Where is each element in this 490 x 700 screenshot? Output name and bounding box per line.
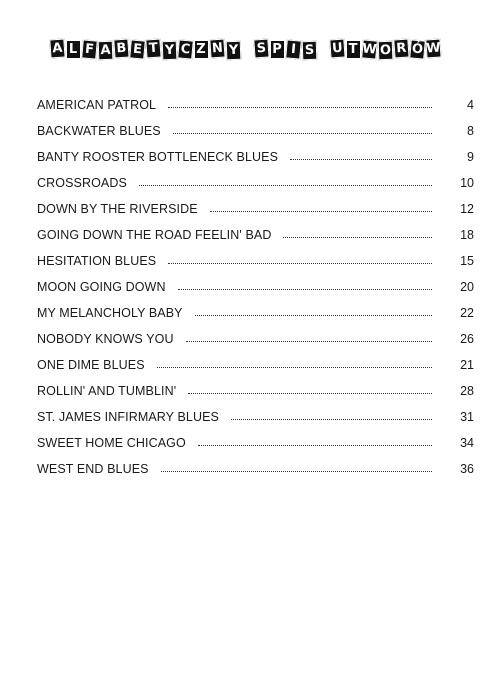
toc-entry-title: MOON GOING DOWN (37, 280, 166, 294)
title-letter-tile: U (329, 39, 345, 59)
title-letter-tile: T (145, 39, 161, 59)
title-letter-tile: S (253, 39, 269, 59)
toc-entry[interactable] (37, 196, 474, 222)
title-container (0, 40, 490, 59)
toc-entry[interactable] (37, 222, 474, 248)
toc-entry[interactable] (37, 144, 474, 170)
toc-entry-page: 36 (460, 462, 474, 476)
toc-leader (188, 393, 432, 394)
toc-entry-page: 20 (460, 280, 474, 294)
toc-leader (210, 211, 432, 212)
toc-leader (139, 185, 432, 186)
title-letter-tile: N (209, 39, 225, 59)
title-letter-tile: Y (225, 41, 241, 61)
toc-entry-title: BANTY ROOSTER BOTTLENECK BLUES (37, 150, 279, 164)
toc-entry-page: 8 (467, 124, 474, 138)
toc-entry[interactable] (37, 378, 474, 404)
toc-entry-title: GOING DOWN THE ROAD FEELIN' BAD (37, 228, 272, 242)
toc-entry-page: 18 (460, 228, 474, 242)
toc-leader (231, 419, 432, 420)
toc-leader (290, 159, 432, 160)
title-letter-tile: Z (194, 40, 209, 59)
toc-entry[interactable] (37, 274, 474, 300)
toc-leader (283, 237, 432, 238)
title-letter-tile: T (346, 40, 361, 59)
toc-entry[interactable] (37, 352, 474, 378)
toc-entry-title: AMERICAN PATROL (37, 98, 157, 112)
title-letter-tile: W (425, 39, 441, 59)
title-letter-tile: W (361, 39, 378, 59)
title-letter-tile: S (301, 41, 317, 61)
toc-entry[interactable] (37, 456, 474, 482)
toc-entry-page: 15 (460, 254, 474, 268)
toc-entry-title: HESITATION BLUES (37, 254, 157, 268)
toc-entry[interactable] (37, 300, 474, 326)
toc-entry-title: ST. JAMES INFIRMARY BLUES (37, 410, 219, 424)
toc-entry[interactable] (37, 430, 474, 456)
title-letter-tile: B (113, 39, 129, 59)
title-letter-tile: P (270, 40, 285, 59)
toc-entry-page: 9 (467, 150, 474, 164)
toc-entry-title: ONE DIME BLUES (37, 358, 145, 372)
toc-entry[interactable] (37, 326, 474, 352)
title-letter-tile: L (66, 40, 81, 59)
toc-entry-page: 21 (460, 358, 474, 372)
toc-entry-page: 10 (460, 176, 474, 190)
title-letter-tile: A (49, 39, 65, 59)
title-letter-tile: F (81, 39, 98, 59)
title-letter-tile: I (285, 39, 302, 59)
toc-leader (186, 341, 432, 342)
toc-leader (168, 263, 432, 264)
toc-entry-title: BACKWATER BLUES (37, 124, 161, 138)
toc-entry-title: ROLLIN' AND TUMBLIN' (37, 384, 177, 398)
toc-entry-page: 26 (460, 332, 474, 346)
toc-leader (195, 315, 432, 316)
title-letter-tile: R (393, 39, 409, 59)
toc-entry[interactable] (37, 118, 474, 144)
toc-entry[interactable] (37, 404, 474, 430)
toc-entry-page: 22 (460, 306, 474, 320)
toc-entry-title: WEST END BLUES (37, 462, 149, 476)
title-word (330, 40, 441, 59)
title-word (50, 40, 241, 59)
toc-leader (161, 471, 432, 472)
toc-entry-title: CROSSROADS (37, 176, 127, 190)
toc-leader (157, 367, 432, 368)
toc-entry-page: 31 (460, 410, 474, 424)
toc-leader (173, 133, 432, 134)
toc-entry-title: NOBODY KNOWS YOU (37, 332, 174, 346)
toc-leader (178, 289, 432, 290)
table-of-contents (37, 92, 474, 482)
toc-entry-page: 34 (460, 436, 474, 450)
toc-entry-page: 4 (467, 98, 474, 112)
toc-entry[interactable] (37, 170, 474, 196)
toc-entry-page: 28 (460, 384, 474, 398)
title-letter-tile: Ó (409, 39, 426, 59)
toc-entry-page: 12 (460, 202, 474, 216)
toc-entry[interactable] (37, 92, 474, 118)
toc-entry-title: DOWN BY THE RIVERSIDE (37, 202, 198, 216)
title-letter-tile: Y (161, 41, 177, 61)
title-letter-tile: E (129, 39, 146, 59)
title-letter-tile: A (97, 41, 113, 61)
title-word (254, 40, 317, 59)
page-title (50, 40, 441, 59)
toc-entry[interactable] (37, 248, 474, 274)
toc-entry-title: MY MELANCHOLY BABY (37, 306, 183, 320)
toc-entry-title: SWEET HOME CHICAGO (37, 436, 186, 450)
title-letter-tile: C (177, 39, 194, 59)
toc-leader (198, 445, 432, 446)
title-letter-tile: O (377, 41, 393, 61)
toc-leader (168, 107, 432, 108)
